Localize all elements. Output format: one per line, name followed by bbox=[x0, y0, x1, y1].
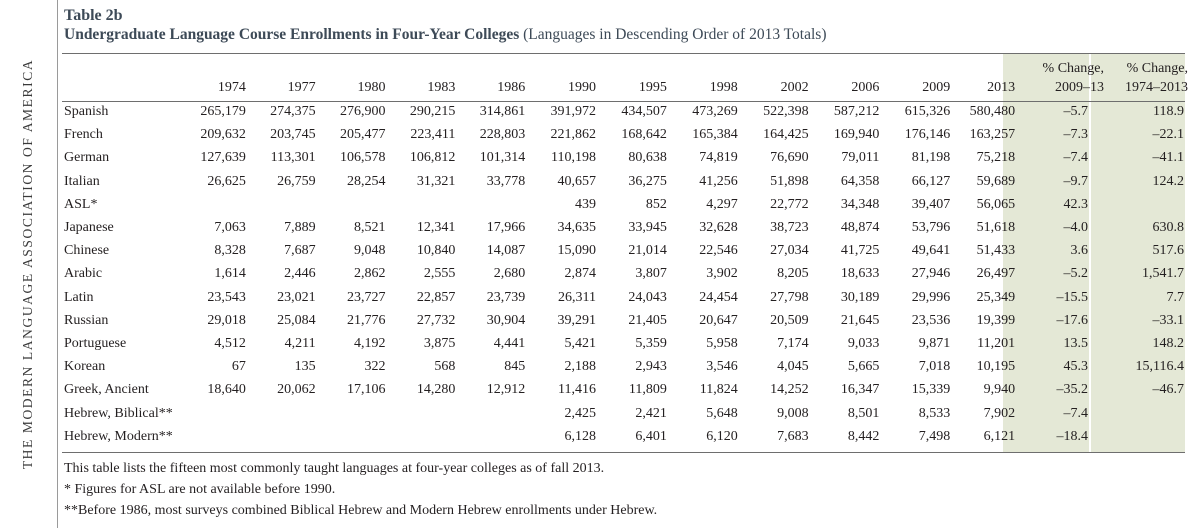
header-pct-change-2009-13 bbox=[1021, 54, 1110, 100]
enrollment-cell: 12,912 bbox=[486, 382, 526, 398]
enrollment-cell: 7,889 bbox=[284, 220, 316, 236]
pct-change-1974-2013-cell: –33.1 bbox=[1152, 312, 1184, 328]
enrollment-cell bbox=[455, 402, 525, 425]
header-pct-line2: 1974–2013 bbox=[1125, 80, 1188, 95]
enrollment-cell bbox=[316, 193, 386, 216]
enrollment-cell bbox=[176, 193, 246, 216]
enrollment-cell: 23,739 bbox=[486, 289, 526, 305]
enrollment-cell: 11,416 bbox=[558, 382, 597, 398]
table-row bbox=[62, 286, 1200, 309]
table-row bbox=[62, 402, 1200, 425]
enrollment-cell: 6,120 bbox=[706, 428, 738, 444]
enrollment-cell: 8,205 bbox=[777, 266, 809, 282]
enrollment-cell: 27,034 bbox=[770, 243, 809, 259]
pct-change-1974-2013-cell: 124.2 bbox=[1152, 173, 1184, 189]
enrollment-cell: 9,008 bbox=[777, 405, 809, 421]
enrollment-cell: 580,480 bbox=[969, 104, 1016, 119]
header-pct-line2: 2009–13 bbox=[1054, 80, 1104, 95]
enrollment-cell: 31,321 bbox=[416, 173, 456, 189]
pct-change-1974-2013-cell: 118.9 bbox=[1153, 104, 1184, 119]
pct-change-1974-2013-cell: –41.1 bbox=[1152, 150, 1184, 166]
enrollment-cell: 9,940 bbox=[983, 382, 1016, 398]
enrollment-cell: 4,192 bbox=[354, 336, 386, 352]
header-year: 1990 bbox=[568, 80, 597, 95]
enrollment-cell: 20,062 bbox=[277, 382, 316, 398]
enrollment-cell: 8,328 bbox=[214, 243, 246, 259]
table-title bbox=[64, 25, 1184, 44]
enrollment-cell: 4,512 bbox=[214, 336, 246, 352]
enrollment-cell: 2,555 bbox=[423, 266, 456, 282]
enrollment-cell bbox=[455, 425, 525, 448]
enrollment-cell: 10,195 bbox=[976, 359, 1016, 375]
enrollment-cell bbox=[386, 193, 456, 216]
table-number: Table 2b bbox=[64, 7, 123, 24]
language-name: Latin bbox=[64, 289, 94, 305]
enrollment-cell: 5,958 bbox=[706, 336, 738, 352]
header-year: 1995 bbox=[638, 80, 667, 95]
header-year: 2006 bbox=[851, 80, 880, 95]
pct-change-1974-2013-cell: 1,541.7 bbox=[1142, 266, 1184, 282]
pct-change-2009-13-cell: –15.5 bbox=[1056, 289, 1088, 305]
enrollment-cell: 33,945 bbox=[628, 220, 667, 236]
enrollment-cell: 27,798 bbox=[770, 289, 809, 305]
enrollment-cell: 203,745 bbox=[270, 127, 316, 143]
table-header-row bbox=[62, 54, 1200, 100]
header-year: 1974 bbox=[217, 80, 246, 95]
enrollment-cell: 53,796 bbox=[911, 220, 951, 236]
enrollment-cell: 14,280 bbox=[416, 382, 456, 398]
table-title-main: Undergraduate Language Course Enrollments in Four-Year Colleges bbox=[64, 26, 520, 43]
enrollment-cell: 3,546 bbox=[706, 359, 738, 375]
enrollment-cell: 615,326 bbox=[904, 104, 951, 119]
enrollment-cell: 36,275 bbox=[628, 173, 667, 189]
language-name: Russian bbox=[64, 312, 109, 328]
enrollment-cell: 7,687 bbox=[284, 243, 316, 259]
pct-change-2009-13-cell: –7.4 bbox=[1063, 405, 1088, 421]
enrollment-cell: 16,347 bbox=[840, 382, 880, 398]
enrollment-cell: 391,972 bbox=[550, 104, 597, 119]
enrollment-cell: 2,446 bbox=[284, 266, 316, 282]
pct-change-2009-13-cell: –18.4 bbox=[1056, 428, 1088, 444]
enrollment-cell: 5,665 bbox=[847, 359, 880, 375]
enrollment-cell: 11,824 bbox=[699, 382, 738, 398]
pct-change-2009-13-cell: –4.0 bbox=[1063, 220, 1088, 236]
table-row bbox=[62, 309, 1200, 332]
table-row bbox=[62, 146, 1200, 169]
enrollment-cell: 473,269 bbox=[692, 104, 738, 119]
enrollment-cell: 176,146 bbox=[904, 127, 951, 143]
table-row bbox=[62, 332, 1200, 355]
enrollment-cell: 2,425 bbox=[564, 405, 597, 421]
enrollment-cell: 17,106 bbox=[347, 382, 386, 398]
header-year: 1983 bbox=[427, 80, 456, 95]
enrollment-cell: 33,778 bbox=[486, 173, 526, 189]
header-year: 2013 bbox=[987, 80, 1016, 95]
table-row bbox=[62, 239, 1200, 262]
enrollment-cell: 21,645 bbox=[840, 312, 880, 328]
enrollment-cell: 25,084 bbox=[277, 312, 316, 328]
header-year: 1986 bbox=[497, 80, 526, 95]
enrollment-cell: 205,477 bbox=[340, 127, 386, 143]
enrollment-cell: 59,689 bbox=[976, 173, 1016, 189]
enrollment-cell: 274,375 bbox=[270, 104, 316, 119]
enrollment-cell: 24,043 bbox=[628, 289, 667, 305]
table-row bbox=[62, 123, 1200, 146]
enrollment-cell: 11,201 bbox=[977, 336, 1016, 352]
pct-change-2009-13-cell: –35.2 bbox=[1056, 382, 1088, 398]
pct-change-2009-13-cell: 13.5 bbox=[1063, 336, 1088, 352]
enrollment-cell: 21,776 bbox=[347, 312, 386, 328]
table-row bbox=[62, 355, 1200, 378]
pct-change-1974-2013-cell: 148.2 bbox=[1152, 336, 1184, 352]
enrollment-cell: 7,174 bbox=[777, 336, 809, 352]
enrollment-cell: 276,900 bbox=[340, 104, 386, 119]
enrollment-cell: 7,018 bbox=[918, 359, 951, 375]
pct-change-2009-13-cell: –9.7 bbox=[1063, 173, 1088, 189]
enrollment-cell: 19,399 bbox=[976, 312, 1016, 328]
enrollment-cell: 41,256 bbox=[699, 173, 738, 189]
enrollment-cell: 75,218 bbox=[976, 150, 1016, 166]
enrollment-cell: 51,898 bbox=[770, 173, 809, 189]
sidebar bbox=[0, 0, 58, 528]
enrollment-cell: 106,812 bbox=[409, 150, 456, 166]
enrollment-cell: 221,862 bbox=[550, 127, 597, 143]
table-row bbox=[62, 262, 1200, 285]
enrollment-cell: 8,521 bbox=[354, 220, 386, 236]
enrollment-cell: 106,578 bbox=[340, 150, 386, 166]
pct-change-1974-2013-cell: 7.7 bbox=[1166, 289, 1184, 305]
pct-change-2009-13-cell: –17.6 bbox=[1056, 312, 1088, 328]
note-hebrew: **Before 1986, most surveys combined Biblical Hebrew and Modern Hebrew enrollments under Hebrew. bbox=[64, 503, 658, 518]
enrollment-cell: 24,454 bbox=[699, 289, 738, 305]
language-name: Hebrew, Modern** bbox=[64, 428, 173, 444]
header-pct-change-1974-2013 bbox=[1110, 54, 1200, 100]
enrollment-cell: 165,384 bbox=[692, 127, 738, 143]
enrollment-cell: 34,635 bbox=[557, 220, 597, 236]
pct-change-2009-13-cell: –5.2 bbox=[1063, 266, 1088, 282]
enrollment-cell: 40,657 bbox=[557, 173, 597, 189]
enrollment-cell: 25,349 bbox=[976, 289, 1016, 305]
enrollment-cell: 27,732 bbox=[416, 312, 456, 328]
language-name: Japanese bbox=[64, 220, 114, 236]
enrollment-cell bbox=[386, 402, 456, 425]
enrollment-cell: 4,045 bbox=[777, 359, 809, 375]
enrollment-table bbox=[62, 54, 1200, 448]
enrollment-cell: 3,807 bbox=[635, 266, 667, 282]
header-year: 1998 bbox=[709, 80, 738, 95]
enrollment-cell: 67 bbox=[231, 359, 246, 375]
enrollment-cell: 439 bbox=[575, 196, 597, 212]
enrollment-cell: 2,680 bbox=[493, 266, 526, 282]
language-name: French bbox=[64, 127, 103, 143]
language-name: Spanish bbox=[64, 104, 109, 119]
enrollment-cell: 4,211 bbox=[284, 336, 316, 352]
enrollment-cell: 12,341 bbox=[416, 220, 456, 236]
enrollment-cell: 127,639 bbox=[200, 150, 246, 166]
enrollment-cell: 101,314 bbox=[479, 150, 526, 166]
enrollment-cell: 18,633 bbox=[840, 266, 880, 282]
enrollment-cell: 48,874 bbox=[840, 220, 880, 236]
header-pct-line1: % Change, bbox=[1126, 61, 1188, 76]
enrollment-cell: 34,348 bbox=[840, 196, 880, 212]
enrollment-cell: 76,690 bbox=[770, 150, 809, 166]
table-header bbox=[64, 6, 1184, 44]
table-row bbox=[62, 378, 1200, 401]
pct-change-1974-2013-cell: 15,116.4 bbox=[1135, 359, 1184, 375]
enrollment-cell: 163,257 bbox=[969, 127, 1016, 143]
table-row bbox=[62, 100, 1200, 123]
table-title-note: (Languages in Descending Order of 2013 Totals) bbox=[519, 26, 827, 43]
enrollment-cell: 22,772 bbox=[770, 196, 809, 212]
enrollment-cell: 6,401 bbox=[635, 428, 667, 444]
enrollment-cell bbox=[316, 402, 386, 425]
language-name: German bbox=[64, 150, 110, 166]
enrollment-cell: 3,875 bbox=[423, 336, 456, 352]
enrollment-cell: 30,904 bbox=[486, 312, 526, 328]
language-name: Portuguese bbox=[64, 336, 127, 352]
enrollment-cell: 5,648 bbox=[706, 405, 738, 421]
pct-change-1974-2013-cell: –46.7 bbox=[1152, 382, 1184, 398]
enrollment-cell: 2,188 bbox=[564, 359, 597, 375]
header-language-blank bbox=[62, 54, 176, 100]
enrollment-cell: 26,759 bbox=[277, 173, 316, 189]
enrollment-cell: 23,727 bbox=[347, 289, 386, 305]
enrollment-cell: 168,642 bbox=[621, 127, 667, 143]
header-year: 1980 bbox=[357, 80, 386, 95]
enrollment-cell: 7,063 bbox=[214, 220, 246, 236]
enrollment-cell: 587,212 bbox=[833, 104, 880, 119]
enrollment-cell: 568 bbox=[434, 359, 456, 375]
header-year: 1977 bbox=[287, 80, 316, 95]
enrollment-cell: 8,533 bbox=[918, 405, 951, 421]
enrollment-cell: 20,509 bbox=[770, 312, 809, 328]
enrollment-cell: 41,725 bbox=[840, 243, 880, 259]
enrollment-cell bbox=[455, 193, 525, 216]
enrollment-cell bbox=[176, 425, 246, 448]
enrollment-cell: 6,128 bbox=[564, 428, 597, 444]
enrollment-cell: 21,014 bbox=[628, 243, 667, 259]
enrollment-cell: 522,398 bbox=[763, 104, 809, 119]
enrollment-cell: 314,861 bbox=[479, 104, 526, 119]
enrollment-cell bbox=[246, 402, 316, 425]
pct-change-1974-2013-cell: –22.1 bbox=[1152, 127, 1184, 143]
pct-change-1974-2013-cell: 517.6 bbox=[1152, 243, 1184, 259]
enrollment-cell: 18,640 bbox=[207, 382, 246, 398]
enrollment-cell: 17,966 bbox=[486, 220, 526, 236]
pct-change-1974-2013-cell bbox=[1110, 193, 1200, 216]
table-bottom-rule bbox=[62, 452, 1185, 453]
enrollment-cell: 74,819 bbox=[699, 150, 738, 166]
enrollment-cell: 51,433 bbox=[976, 243, 1016, 259]
enrollment-cell: 10,840 bbox=[416, 243, 456, 259]
enrollment-cell: 64,358 bbox=[840, 173, 880, 189]
enrollment-cell: 39,407 bbox=[911, 196, 951, 212]
enrollment-cell: 56,065 bbox=[976, 196, 1016, 212]
enrollment-cell: 14,252 bbox=[770, 382, 809, 398]
enrollment-cell bbox=[246, 193, 316, 216]
enrollment-cell: 26,311 bbox=[558, 289, 597, 305]
language-name: Korean bbox=[64, 359, 106, 375]
enrollment-cell: 26,625 bbox=[207, 173, 246, 189]
sidebar-publisher-text: THE MODERN LANGUAGE ASSOCIATION OF AMERICA bbox=[20, 58, 35, 470]
enrollment-cell: 26,497 bbox=[976, 266, 1016, 282]
enrollment-cell: 51,618 bbox=[976, 220, 1016, 236]
enrollment-cell: 29,996 bbox=[911, 289, 951, 305]
enrollment-cell: 290,215 bbox=[409, 104, 456, 119]
enrollment-cell: 23,543 bbox=[207, 289, 246, 305]
enrollment-cell: 1,614 bbox=[214, 266, 246, 282]
table-row bbox=[62, 193, 1200, 216]
pct-change-2009-13-cell: 45.3 bbox=[1063, 359, 1088, 375]
table-row bbox=[62, 170, 1200, 193]
enrollment-cell: 8,501 bbox=[847, 405, 880, 421]
language-name: Hebrew, Biblical** bbox=[64, 405, 173, 421]
pct-change-1974-2013-cell: 630.8 bbox=[1152, 220, 1184, 236]
enrollment-cell: 28,254 bbox=[347, 173, 386, 189]
enrollment-cell: 14,087 bbox=[486, 243, 526, 259]
enrollment-cell: 23,536 bbox=[911, 312, 951, 328]
table-row bbox=[62, 216, 1200, 239]
enrollment-cell: 7,902 bbox=[983, 405, 1016, 421]
enrollment-cell: 9,033 bbox=[847, 336, 880, 352]
enrollment-cell: 209,632 bbox=[200, 127, 246, 143]
enrollment-cell: 79,011 bbox=[841, 150, 880, 166]
enrollment-cell: 3,902 bbox=[706, 266, 738, 282]
enrollment-cell: 20,647 bbox=[699, 312, 738, 328]
header-pct-line1: % Change, bbox=[1042, 61, 1104, 76]
enrollment-cell: 66,127 bbox=[911, 173, 951, 189]
enrollment-cell bbox=[246, 425, 316, 448]
enrollment-cell: 845 bbox=[504, 359, 526, 375]
enrollment-cell: 21,405 bbox=[628, 312, 667, 328]
header-year: 2009 bbox=[922, 80, 951, 95]
enrollment-cell: 2,862 bbox=[354, 266, 386, 282]
enrollment-cell: 223,411 bbox=[410, 127, 456, 143]
enrollment-cell bbox=[316, 425, 386, 448]
enrollment-cell: 39,291 bbox=[557, 312, 597, 328]
pct-change-2009-13-cell: 42.3 bbox=[1063, 196, 1088, 212]
enrollment-cell: 9,871 bbox=[918, 336, 951, 352]
enrollment-cell: 22,857 bbox=[416, 289, 456, 305]
enrollment-cell: 8,442 bbox=[847, 428, 880, 444]
enrollment-cell: 113,301 bbox=[270, 150, 316, 166]
enrollment-cell: 5,359 bbox=[635, 336, 667, 352]
enrollment-cell: 135 bbox=[294, 359, 316, 375]
enrollment-cell: 32,628 bbox=[699, 220, 738, 236]
language-name: Italian bbox=[64, 173, 100, 189]
enrollment-cell: 7,498 bbox=[918, 428, 951, 444]
pct-change-1974-2013-cell bbox=[1110, 425, 1200, 448]
pct-change-2009-13-cell: 3.6 bbox=[1070, 243, 1088, 259]
enrollment-cell: 29,018 bbox=[207, 312, 246, 328]
language-name: Greek, Ancient bbox=[64, 382, 149, 398]
enrollment-cell: 81,198 bbox=[911, 150, 951, 166]
enrollment-cell: 852 bbox=[645, 196, 667, 212]
enrollment-cell: 38,723 bbox=[770, 220, 809, 236]
language-name: Chinese bbox=[64, 243, 110, 259]
table-notes bbox=[64, 458, 657, 521]
enrollment-cell: 2,943 bbox=[635, 359, 667, 375]
enrollment-cell: 30,189 bbox=[840, 289, 880, 305]
enrollment-cell: 15,339 bbox=[911, 382, 951, 398]
enrollment-cell: 228,803 bbox=[479, 127, 526, 143]
enrollment-cell: 6,121 bbox=[983, 428, 1016, 444]
pct-change-2009-13-cell: –7.3 bbox=[1063, 127, 1088, 143]
enrollment-cell: 169,940 bbox=[833, 127, 880, 143]
enrollment-cell: 27,946 bbox=[911, 266, 951, 282]
pct-change-1974-2013-cell bbox=[1110, 402, 1200, 425]
note-scope: This table lists the fifteen most commonly taught languages at four-year colleges as of fall 2013. bbox=[64, 461, 605, 476]
enrollment-cell: 5,421 bbox=[564, 336, 597, 352]
enrollment-cell: 322 bbox=[364, 359, 386, 375]
enrollment-cell bbox=[176, 402, 246, 425]
header-year: 2002 bbox=[780, 80, 809, 95]
enrollment-cell: 23,021 bbox=[277, 289, 316, 305]
enrollment-cell: 9,048 bbox=[354, 243, 386, 259]
enrollment-cell: 110,198 bbox=[551, 150, 597, 166]
note-asl: * Figures for ASL are not available before 1990. bbox=[64, 482, 336, 497]
sidebar-divider bbox=[57, 0, 58, 528]
enrollment-cell: 22,546 bbox=[699, 243, 738, 259]
enrollment-cell: 4,297 bbox=[706, 196, 738, 212]
language-name: Arabic bbox=[64, 266, 103, 282]
enrollment-cell: 2,421 bbox=[635, 405, 667, 421]
enrollment-cell: 164,425 bbox=[763, 127, 809, 143]
enrollment-cell: 49,641 bbox=[911, 243, 951, 259]
table-row bbox=[62, 425, 1200, 448]
enrollment-cell: 4,441 bbox=[493, 336, 526, 352]
enrollment-cell: 434,507 bbox=[621, 104, 667, 119]
enrollment-cell: 15,090 bbox=[557, 243, 597, 259]
enrollment-cell: 265,179 bbox=[200, 104, 246, 119]
enrollment-cell: 80,638 bbox=[628, 150, 667, 166]
enrollment-cell: 2,874 bbox=[564, 266, 597, 282]
enrollment-cell: 7,683 bbox=[777, 428, 809, 444]
enrollment-cell: 11,809 bbox=[628, 382, 667, 398]
language-name: ASL* bbox=[64, 196, 98, 212]
pct-change-2009-13-cell: –5.7 bbox=[1063, 104, 1088, 119]
pct-change-2009-13-cell: –7.4 bbox=[1063, 150, 1088, 166]
enrollment-cell bbox=[386, 425, 456, 448]
